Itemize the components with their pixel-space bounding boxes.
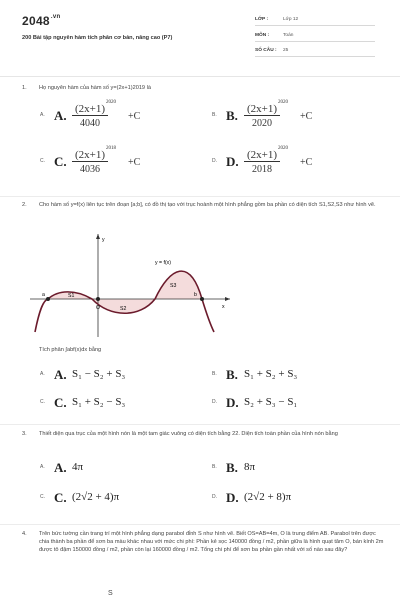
fraction: [72, 146, 117, 175]
question-number: 4.: [22, 531, 27, 537]
fraction: [244, 146, 289, 175]
q3-option-d[interactable]: [212, 488, 362, 510]
answer-expression: S₁ − S₂ + S₃: [72, 368, 126, 380]
question-text: Cho hàm số y=f(x) liên tục trên đoạn [a;b], có đồ thị tạo với trục hoành một hình phẳng gồm ba phần có diện tích S1,S2,S3 như hình vẽ.: [39, 202, 376, 208]
label-s1: S1: [68, 293, 75, 299]
answer-expression: (2√2 + 8)π: [244, 491, 292, 503]
question-2: [22, 201, 392, 219]
option-letter-small: C.: [40, 158, 45, 164]
constant: +C: [300, 111, 313, 122]
q1-option-c[interactable]: [40, 146, 190, 181]
question-number: 1.: [22, 85, 27, 91]
exponent: 2020: [106, 100, 117, 105]
q1-option-b[interactable]: [212, 100, 362, 135]
question-number: 2.: [22, 202, 27, 208]
option-letter-small: B.: [212, 371, 217, 377]
option-letter: B.: [226, 108, 238, 123]
logo-text: 2048: [22, 14, 50, 28]
numerator: (2x+1): [75, 149, 106, 161]
header-divider: [0, 76, 400, 77]
option-letter-small: C.: [40, 494, 45, 500]
document-title: 200 Bài tập nguyên hàm tích phân cơ bản, nâng cao (P7): [22, 35, 173, 41]
option-letter: D.: [226, 490, 239, 505]
denominator: 2018: [252, 164, 273, 175]
option-letter-small: A.: [40, 112, 45, 118]
y-axis-label: y: [102, 237, 105, 243]
option-letter: A.: [54, 367, 67, 382]
answer-expression: S₁ + S₂ − S₃: [72, 396, 126, 408]
option-letter: D.: [226, 154, 239, 169]
point-a: [46, 297, 50, 301]
numerator: (2x+1): [75, 103, 106, 115]
question-text: Thiết diện qua trục của một hình nón là một tam giác vuông có diện tích bằng 22. Diện tích toàn phần của hình nón bằng: [39, 431, 338, 437]
exponent: 2020: [278, 146, 289, 151]
meta-key: SỐ CÂU :: [255, 48, 277, 53]
function-graph: [30, 232, 240, 342]
question-divider: [0, 424, 400, 425]
label-a: a: [42, 292, 45, 298]
option-letter: C.: [54, 490, 67, 505]
answer-expression: S₂ + S₃ − S₁: [244, 396, 298, 408]
numerator: (2x+1): [247, 149, 278, 161]
q2-option-a[interactable]: [40, 365, 190, 387]
question-text: Họ nguyên hàm của hàm số y=(2x+1)2019 là: [39, 85, 151, 91]
y-axis-arrow: [96, 234, 100, 239]
answer-expression: S₁ + S₂ + S₃: [244, 368, 298, 380]
question-divider: [0, 524, 400, 525]
x-axis-label: x: [222, 304, 225, 310]
prompt-text: Tích phân ∫abf(x)dx bằng: [39, 347, 102, 353]
meta-subject: [255, 30, 375, 42]
option-letter: C.: [54, 154, 67, 169]
option-letter-small: D.: [212, 158, 217, 164]
question-4: [22, 530, 392, 586]
denominator: 4040: [80, 118, 101, 129]
option-letter-small: D.: [212, 494, 217, 500]
numerator: (2x+1): [247, 103, 278, 115]
constant: +C: [300, 157, 313, 168]
option-letter: A.: [54, 108, 67, 123]
point-b: [200, 297, 204, 301]
page-header: [0, 0, 400, 76]
meta-value: Lớp 12: [283, 17, 299, 22]
option-letter: B.: [226, 460, 238, 475]
exponent: 2020: [278, 100, 289, 105]
answer-expression: (2√2 + 4)π: [72, 491, 120, 503]
fraction: [244, 100, 289, 129]
answer-expression: 4π: [72, 461, 84, 473]
label-s3: S3: [170, 283, 177, 289]
question-divider: [0, 196, 400, 197]
q3-option-b[interactable]: [212, 458, 362, 480]
meta-key: MÔN :: [255, 33, 270, 38]
option-letter-small: D.: [212, 399, 217, 405]
function-label: y = f(x): [155, 260, 171, 266]
constant: +C: [128, 111, 141, 122]
constant: +C: [128, 157, 141, 168]
option-letter: D.: [226, 395, 239, 410]
q1-option-a[interactable]: [40, 100, 190, 135]
q2-prompt: [39, 346, 369, 356]
figure-label-s: [108, 590, 128, 600]
q2-option-d[interactable]: [212, 393, 362, 415]
denominator: 2020: [252, 118, 273, 129]
meta-value: 25: [283, 48, 289, 53]
label-origin: O: [96, 305, 101, 311]
option-letter-small: B.: [212, 464, 217, 470]
denominator: 4036: [80, 164, 101, 175]
option-letter: C.: [54, 395, 67, 410]
q3-option-a[interactable]: [40, 458, 190, 480]
meta-key: LỚP :: [255, 17, 269, 22]
site-logo[interactable]: [22, 14, 60, 28]
label-b: b: [194, 292, 197, 298]
question-3: [22, 430, 392, 448]
question-1: [22, 84, 392, 94]
vertex-label: S: [108, 590, 113, 597]
q2-option-b[interactable]: [212, 365, 362, 387]
meta-value: Toán: [283, 33, 294, 38]
question-text: Trên bức tường cần trang trí một hình phẳng dạng parabol đỉnh S như hình vẽ. Biết OS=AB=4m, O là trung điểm AB. Parabol trên được chia thành ba phần để sơn ba màu khác nhau với mức chi phí: Phần kẻ sọc 140000 đồng / m2, phần giữa là hình quạt tâm O, bán kính 2m được tô đậm 150000 đồng / m2, phần còn lại 160000 đồng / m2. Tổng chi phí để sơn ba phần gần nhất với số nào sau đây?: [39, 531, 384, 553]
q1-option-d[interactable]: [212, 146, 362, 181]
option-letter-small: C.: [40, 399, 45, 405]
option-letter-small: B.: [212, 112, 217, 118]
label-s2: S2: [120, 306, 127, 312]
fraction: [72, 100, 117, 129]
point-origin: [96, 297, 100, 301]
answer-expression: 8π: [244, 461, 256, 473]
option-letter-small: A.: [40, 371, 45, 377]
logo-suffix: .vn: [50, 14, 61, 20]
question-number: 3.: [22, 431, 27, 437]
option-letter-small: A.: [40, 464, 45, 470]
meta-count: [255, 45, 375, 57]
option-letter: A.: [54, 460, 67, 475]
x-axis-arrow: [225, 297, 230, 301]
meta-class: [255, 14, 375, 26]
q3-option-c[interactable]: [40, 488, 190, 510]
exponent: 2018: [106, 146, 117, 151]
option-letter: B.: [226, 367, 238, 382]
q2-option-c[interactable]: [40, 393, 190, 415]
